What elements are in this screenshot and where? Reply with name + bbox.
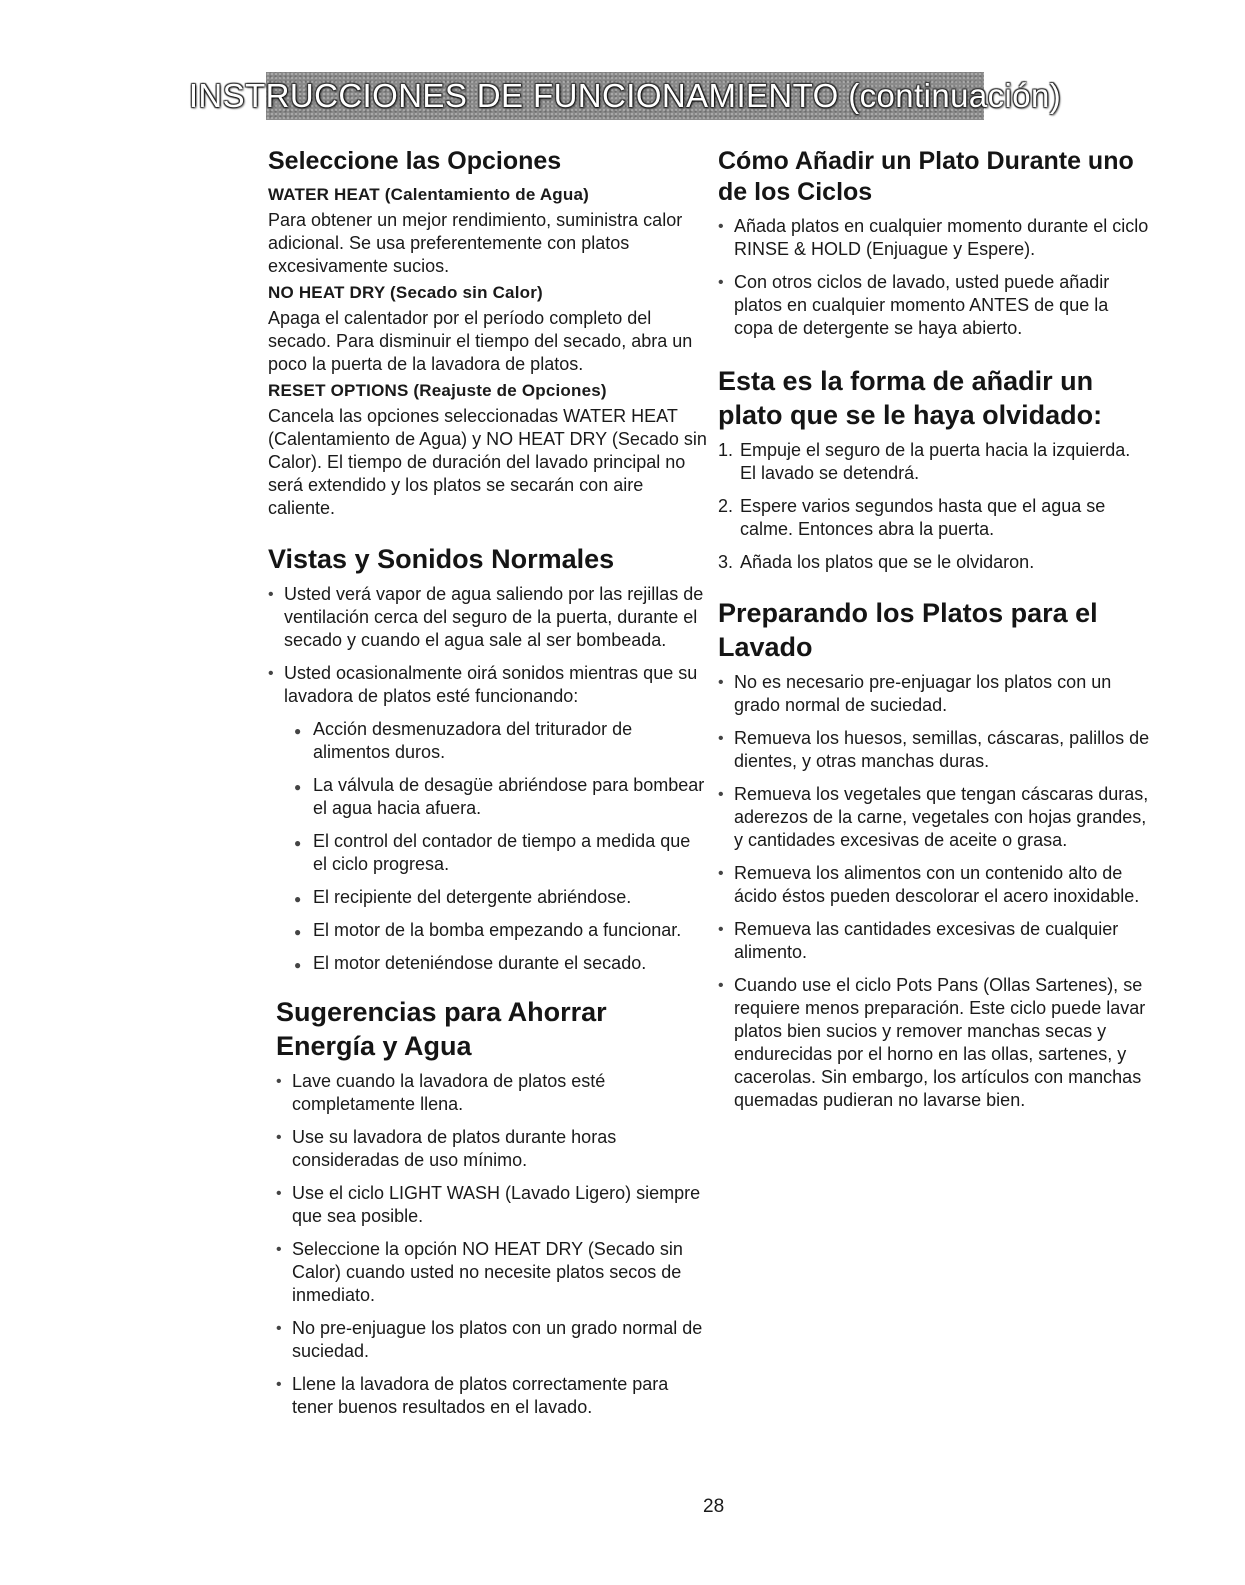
banner-title: INSTRUCCIONES DE FUNCIONAMIENTO (continuación) xyxy=(188,77,1062,114)
water-heat-title: WATER HEAT (Calentamiento de Agua) xyxy=(268,185,589,204)
sights-heading: Vistas y Sonidos Normales xyxy=(268,544,615,574)
list-item-text: Añada platos en cualquier momento durante el ciclo RINSE & HOLD (Enjuague y Espere). xyxy=(734,216,1149,259)
forgotten-dish-section xyxy=(718,364,1150,574)
bullet-icon: • xyxy=(276,1129,282,1146)
list-item xyxy=(268,662,708,708)
step-number: 3. xyxy=(718,552,734,572)
list-item xyxy=(718,918,1150,964)
sights-bullet-list xyxy=(268,583,708,708)
reset-options-text: Cancela las opciones seleccionadas WATER HEAT (Calentamiento de Agua) y NO HEAT DRY (Secado sin Calor). El tiempo de duración del lavado principal no será extendido y los platos se secarán con aire caliente. xyxy=(268,406,707,518)
preparing-section xyxy=(718,596,1150,1112)
bullet-icon: • xyxy=(276,1185,282,1202)
list-item-text: El control del contador de tiempo a medida que el ciclo progresa. xyxy=(313,831,691,874)
list-item-text: Remueva los alimentos con un contenido alto de ácido éstos pueden descolorar el acero inoxidable. xyxy=(734,863,1140,906)
list-item xyxy=(718,271,1150,340)
list-item xyxy=(718,974,1150,1112)
sights-section xyxy=(268,542,708,975)
list-item xyxy=(292,919,708,942)
list-item-text: No pre-enjuague los platos con un grado normal de suciedad. xyxy=(292,1318,703,1361)
bullet-icon: • xyxy=(718,730,724,747)
list-item xyxy=(276,1317,708,1363)
list-item xyxy=(718,215,1150,261)
step-text: Empuje el seguro de la puerta hacia la izquierda. El lavado se detendrá. xyxy=(740,440,1131,483)
list-item-text: Usted verá vapor de agua saliendo por las rejillas de ventilación cerca del seguro de la puerta, durante el secado y cuando el agua sale al ser bombeada. xyxy=(284,584,704,650)
list-item xyxy=(276,1070,708,1116)
options-heading: Seleccione las Opciones xyxy=(268,147,562,175)
list-item-text: Remueva los vegetales que tengan cáscaras duras, aderezos de la carne, vegetales con hojas grandes, y cantidades excesivas de aceite o grasa. xyxy=(734,784,1149,850)
step-text: Añada los platos que se le olvidaron. xyxy=(740,552,1035,572)
list-item xyxy=(292,774,708,820)
list-item xyxy=(292,886,708,909)
options-section xyxy=(268,146,708,520)
list-item-text: La válvula de desagüe abriéndose para bombear el agua hacia afuera. xyxy=(313,775,705,818)
list-item-text: El recipiente del detergente abriéndose. xyxy=(313,887,632,907)
bullet-icon: • xyxy=(268,665,274,682)
list-item xyxy=(292,952,708,975)
step-number: 2. xyxy=(718,496,734,516)
reset-options-title: RESET OPTIONS (Reajuste de Opciones) xyxy=(268,381,607,400)
step-number: 1. xyxy=(718,440,734,460)
bullet-icon: • xyxy=(718,865,724,882)
bullet-icon: • xyxy=(276,1073,282,1090)
step-item xyxy=(718,551,1150,574)
list-item-text: Con otros ciclos de lavado, usted puede añadir platos en cualquier momento ANTES de que la copa de detergente se haya abierto. xyxy=(734,272,1110,338)
bullet-icon: ● xyxy=(294,892,302,906)
bullet-icon: • xyxy=(718,921,724,938)
list-item xyxy=(718,727,1150,773)
list-item-text: Cuando use el ciclo Pots Pans (Ollas Sartenes), se requiere menos preparación. Este ciclo puede lavar platos bien sucios y remover manchas secas y endurecidas por el horno en las ollas, sartenes, y cacerolas. Sin embargo, los artículos con manchas quemadas pudieran no lavarse bien. xyxy=(734,975,1146,1110)
step-item xyxy=(718,439,1150,485)
step-text: Espere varios segundos hasta que el agua se calme. Entonces abra la puerta. xyxy=(740,496,1106,539)
list-item-text: Remueva las cantidades excesivas de cualquier alimento. xyxy=(734,919,1119,962)
water-heat-text: Para obtener un mejor rendimiento, suministra calor adicional. Se usa preferentemente con platos excesivamente sucios. xyxy=(268,210,683,276)
left-column xyxy=(268,146,708,1435)
forgotten-dish-steps xyxy=(718,439,1150,574)
preparing-heading: Preparando los Platos para el Lavado xyxy=(718,598,1098,662)
list-item xyxy=(276,1182,708,1228)
list-item-text: Acción desmenuzadora del triturador de alimentos duros. xyxy=(313,719,633,762)
bullet-icon: • xyxy=(718,977,724,994)
list-item xyxy=(276,1373,708,1419)
bullet-icon: • xyxy=(276,1320,282,1337)
bullet-icon: • xyxy=(718,786,724,803)
list-item-text: Usted ocasionalmente oirá sonidos mientras que su lavadora de platos esté funcionando: xyxy=(284,663,698,706)
section-banner xyxy=(188,72,1062,120)
list-item xyxy=(276,1238,708,1307)
bullet-icon: ● xyxy=(294,925,302,939)
add-dish-bullet-list xyxy=(718,215,1150,340)
energy-bullet-list xyxy=(276,1070,708,1419)
add-dish-heading: Cómo Añadir un Plato Durante uno de los Ciclos xyxy=(718,147,1134,206)
energy-heading: Sugerencias para Ahorrar Energía y Agua xyxy=(276,997,607,1061)
bullet-icon: • xyxy=(718,218,724,235)
bullet-icon: ● xyxy=(294,780,302,794)
list-item-text: Lave cuando la lavadora de platos esté completamente llena. xyxy=(292,1071,606,1114)
list-item xyxy=(718,862,1150,908)
bullet-icon: • xyxy=(276,1241,282,1258)
step-item xyxy=(718,495,1150,541)
bullet-icon: • xyxy=(268,586,274,603)
list-item-text: Seleccione la opción NO HEAT DRY (Secado sin Calor) cuando usted no necesite platos secos de inmediato. xyxy=(292,1239,683,1305)
list-item-text: El motor deteniéndose durante el secado. xyxy=(313,953,647,973)
right-column xyxy=(718,146,1150,1128)
no-heat-dry-text: Apaga el calentador por el período completo del secado. Para disminuir el tiempo del secado, abra un poco la puerta de la lavadora de platos. xyxy=(268,308,693,374)
forgotten-dish-heading: Esta es la forma de añadir un plato que se le haya olvidado: xyxy=(718,366,1103,430)
preparing-bullet-list xyxy=(718,671,1150,1112)
list-item-text: Llene la lavadora de platos correctamente para tener buenos resultados en el lavado. xyxy=(292,1374,669,1417)
no-heat-dry-title: NO HEAT DRY (Secado sin Calor) xyxy=(268,283,543,302)
list-item-text: Use su lavadora de platos durante horas consideradas de uso mínimo. xyxy=(292,1127,617,1170)
list-item xyxy=(276,1126,708,1172)
bullet-icon: ● xyxy=(294,724,302,738)
bullet-icon: • xyxy=(718,674,724,691)
list-item xyxy=(292,718,708,764)
list-item xyxy=(718,783,1150,852)
list-item-text: No es necesario pre-enjuagar los platos con un grado normal de suciedad. xyxy=(734,672,1112,715)
bullet-icon: • xyxy=(276,1376,282,1393)
bullet-icon: ● xyxy=(294,836,302,850)
list-item-text: Use el ciclo LIGHT WASH (Lavado Ligero) siempre que sea posible. xyxy=(292,1183,701,1226)
bullet-icon: • xyxy=(718,274,724,291)
energy-section xyxy=(268,995,708,1419)
bullet-icon: ● xyxy=(294,958,302,972)
page-number: 28 xyxy=(703,1496,725,1517)
add-dish-section xyxy=(718,146,1150,340)
list-item-text: Remueva los huesos, semillas, cáscaras, palillos de dientes, y otras manchas duras. xyxy=(734,728,1150,771)
list-item xyxy=(718,671,1150,717)
list-item-text: El motor de la bomba empezando a funcionar. xyxy=(313,920,682,940)
list-item xyxy=(292,830,708,876)
list-item xyxy=(268,583,708,652)
sounds-sub-list xyxy=(292,718,708,975)
